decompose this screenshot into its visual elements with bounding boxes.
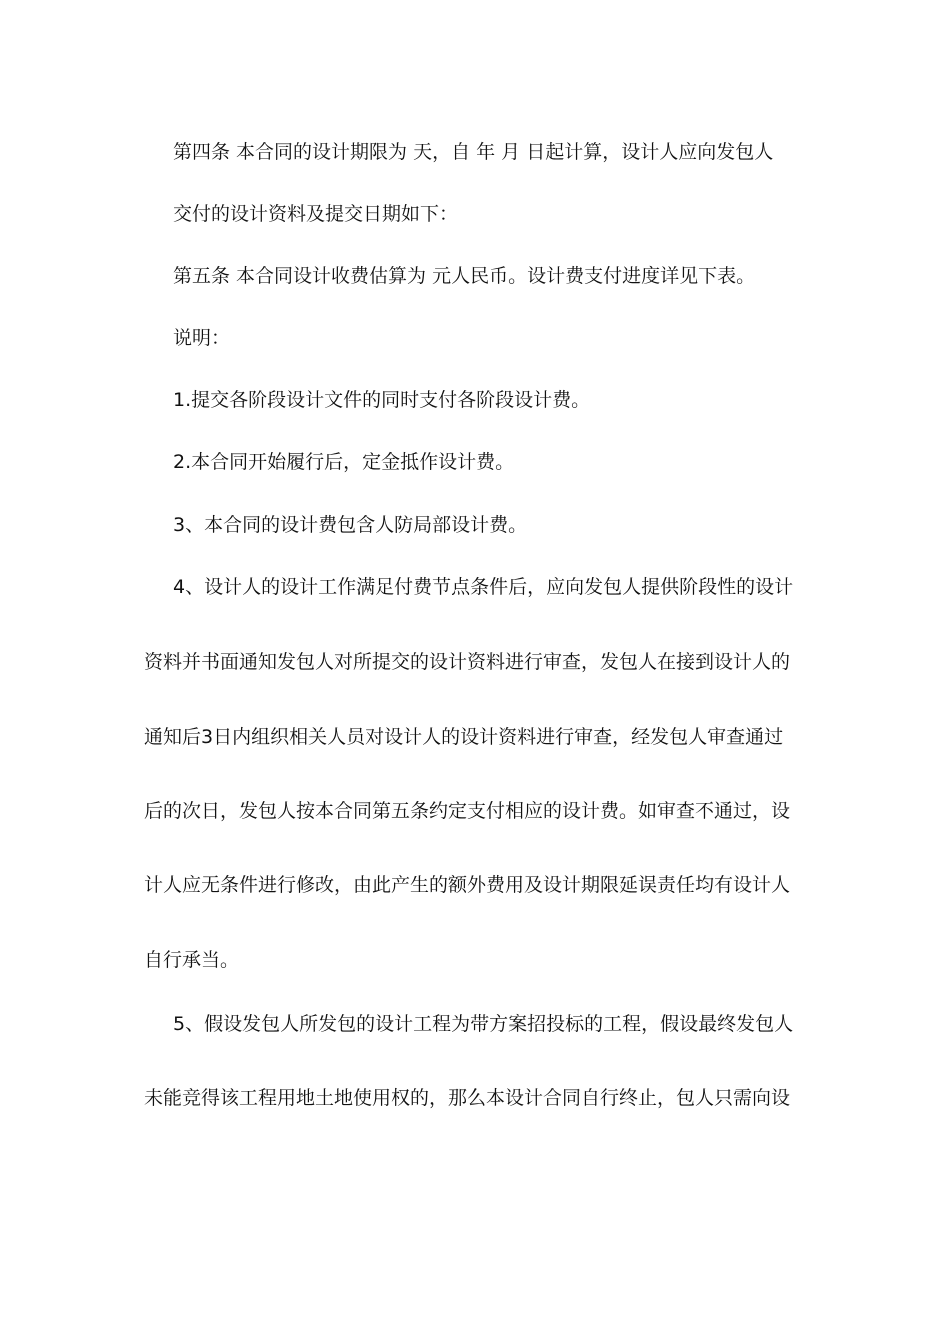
note-1: 1.提交各阶段设计文件的同时支付各阶段设计费。 <box>173 389 591 411</box>
article-4-line-2: 交付的设计资料及提交日期如下： <box>173 203 459 225</box>
note-3: 3、本合同的设计费包含人防局部设计费。 <box>173 514 528 536</box>
note-4-line-1: 4、设计人的设计工作满足付费节点条件后，应向发包人提供阶段性的设计 <box>173 576 794 598</box>
note-4-line-2: 资料并书面通知发包人对所提交的设计资料进行审查，发包人在接到设计人的 <box>144 651 791 673</box>
article-5-line: 第五条 本合同设计收费估算为 元人民币。设计费支付进度详见下表。 <box>173 265 756 287</box>
note-4-line-3: 通知后3日内组织相关人员对设计人的设计资料进行审查，经发包人审查通过 <box>144 726 784 748</box>
article-4-line-1: 第四条 本合同的设计期限为 天，自 年 月 日起计算，设计人应向发包人 <box>173 141 774 163</box>
notes-heading: 说明： <box>173 327 231 349</box>
note-2: 2.本合同开始履行后，定金抵作设计费。 <box>173 451 515 473</box>
note-5-line-1: 5、假设发包人所发包的设计工程为带方案招投标的工程，假设最终发包人 <box>173 1013 794 1035</box>
note-4-line-6: 自行承当。 <box>144 949 240 971</box>
note-5-line-2: 未能竞得该工程用地土地使用权的，那么本设计合同自行终止，包人只需向设 <box>144 1087 791 1109</box>
note-4-line-5: 计人应无条件进行修改，由此产生的额外费用及设计期限延误责任均有设计人 <box>144 874 791 896</box>
note-4-line-4: 后的次日，发包人按本合同第五条约定支付相应的设计费。如审查不通过，设 <box>144 800 791 822</box>
